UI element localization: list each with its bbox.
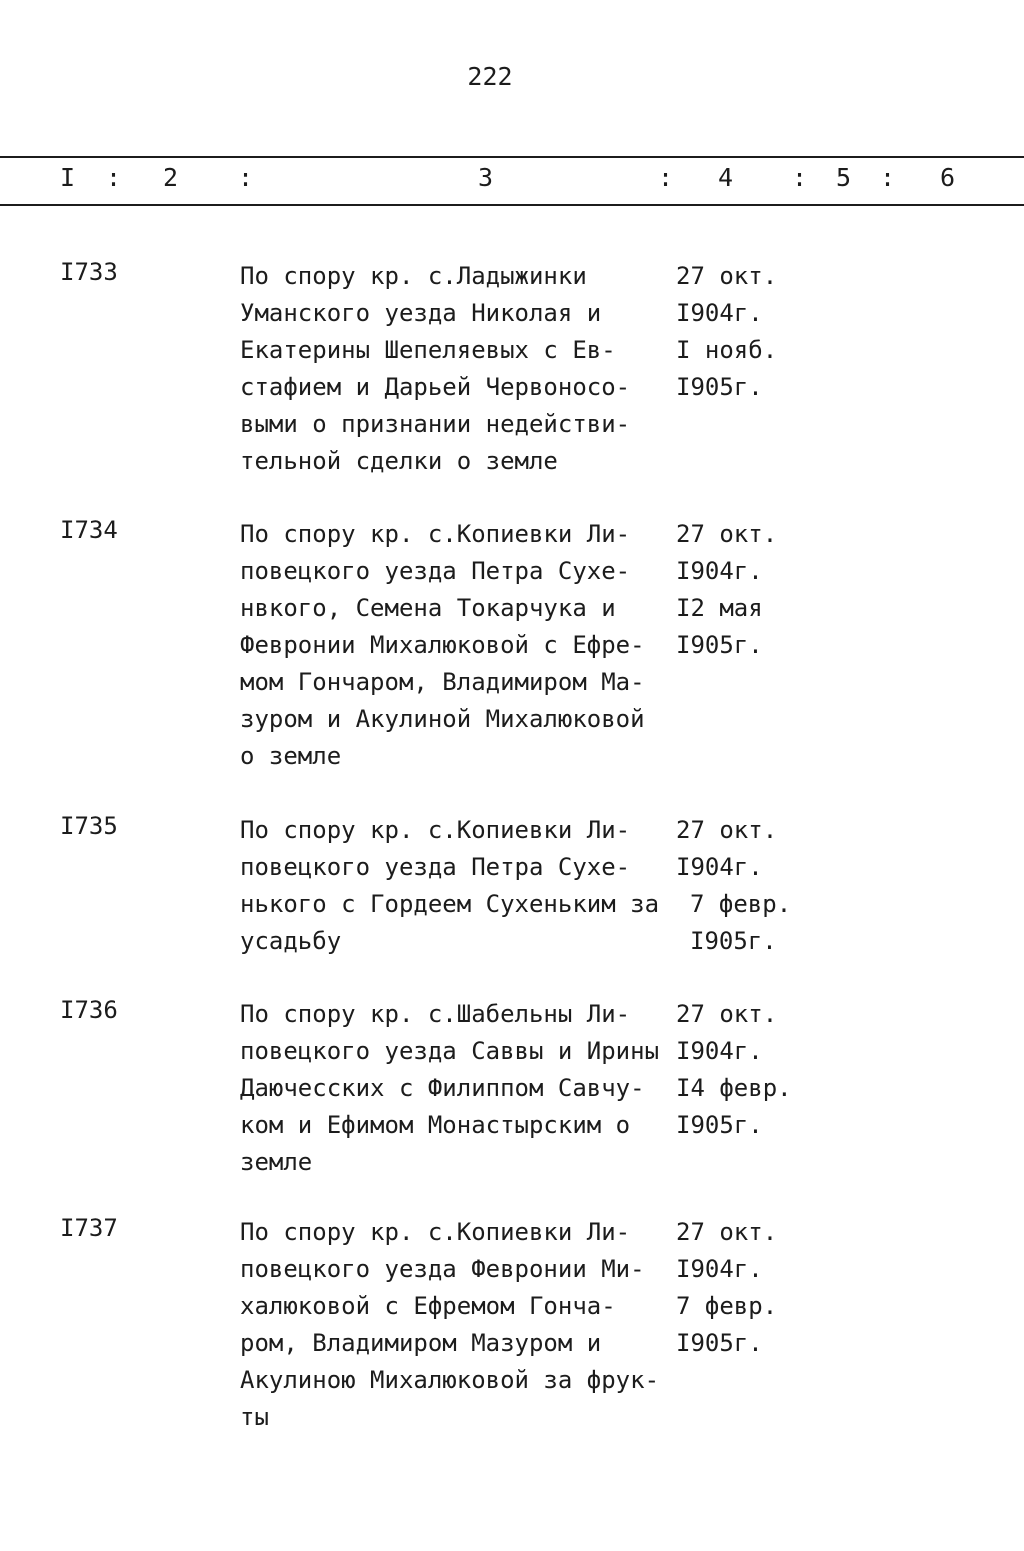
date-line: I904г. [676,299,763,327]
date-line: I905г. [690,927,777,955]
description-line: повецкого уезда Саввы и Ирины [240,1037,660,1065]
record-description [240,996,659,1181]
description-line: Екатерины Шепеляевых с Ев- [240,336,616,364]
record-description [240,1214,659,1436]
date-line: I905г. [676,1111,763,1139]
record-dates [676,996,792,1144]
description-line: о земле [240,742,342,770]
col-separator: : [658,163,674,192]
date-line: I905г. [676,1329,763,1357]
description-line: ром, Владимиром Мазуром и [240,1329,602,1357]
description-line: выми о признании недействи- [240,410,631,438]
date-line: I904г. [676,1037,763,1065]
description-line: Даючесских с Филиппом Савчу- [240,1074,645,1102]
description-line: нвкого, Семена Токарчука и [240,594,616,622]
description-line: мом Гончаром, Владимиром Ма- [240,668,645,696]
description-line: халюковой с Ефремом Гонча- [240,1292,616,1320]
description-line: По спору кр. с.Копиевки Ли- [240,816,631,844]
description-line: ты [240,1403,269,1431]
date-line: I905г. [676,373,763,401]
col-separator: : [792,163,808,192]
description-line: тельной сделки о земле [240,447,558,475]
col-header-1: I [60,163,76,192]
description-line: повецкого уезда Петра Сухе- [240,853,631,881]
date-line: I2 мая [676,594,763,622]
description-line: ком и Ефимом Монастырским о [240,1111,631,1139]
record-number: I733 [60,258,118,286]
col-header-2: 2 [163,163,179,192]
record-dates [676,812,791,960]
header-rule-bottom [0,204,1024,206]
date-line: I904г. [676,557,763,585]
description-line: повецкого уезда Февронии Ми- [240,1255,645,1283]
description-line: повецкого уезда Петра Сухе- [240,557,631,585]
date-line: 27 окт. [676,262,778,290]
description-line: Акулиною Михалюковой за фрук- [240,1366,660,1394]
header-rule-top [0,156,1024,158]
record-description [240,258,630,480]
date-line: I904г. [676,853,763,881]
description-line: Февронии Михалюковой с Ефре- [240,631,645,659]
record-dates [676,1214,777,1362]
description-line: усадьбу [240,927,342,955]
date-line: I4 февр. [676,1074,792,1102]
col-separator: : [880,163,896,192]
col-header-3: 3 [478,163,494,192]
col-separator: : [106,163,122,192]
record-number: I736 [60,996,118,1024]
date-line: I904г. [676,1255,763,1283]
record-number: I737 [60,1214,118,1242]
date-line: 27 окт. [676,520,778,548]
col-separator: : [238,163,254,192]
description-line: По спору кр. с.Ладыжинки [240,262,587,290]
record-dates [676,516,777,664]
description-line: нького с Гордеем Сухеньким за [240,890,660,918]
date-line: 7 февр. [676,1292,778,1320]
record-number: I735 [60,812,118,840]
col-header-6: 6 [940,163,956,192]
date-line: I905г. [676,631,763,659]
col-header-5: 5 [836,163,852,192]
record-dates [676,258,777,406]
description-line: зуром и Акулиной Михалюковой [240,705,645,733]
record-description [240,516,645,775]
description-line: По спору кр. с.Копиевки Ли- [240,520,631,548]
col-header-4: 4 [718,163,734,192]
description-line: стафием и Дарьей Червоносо- [240,373,631,401]
page-number: 222 [467,62,513,91]
date-line: 7 февр. [690,890,792,918]
description-line: По спору кр. с.Копиевки Ли- [240,1218,631,1246]
description-line: земле [240,1148,313,1176]
date-line: 27 окт. [676,1218,778,1246]
record-number: I734 [60,516,118,544]
record-description [240,812,659,960]
date-line: 27 окт. [676,1000,778,1028]
description-line: По спору кр. с.Шабельны Ли- [240,1000,631,1028]
date-line: 27 окт. [676,816,778,844]
description-line: Уманского уезда Николая и [240,299,602,327]
date-line: I нояб. [676,336,778,364]
